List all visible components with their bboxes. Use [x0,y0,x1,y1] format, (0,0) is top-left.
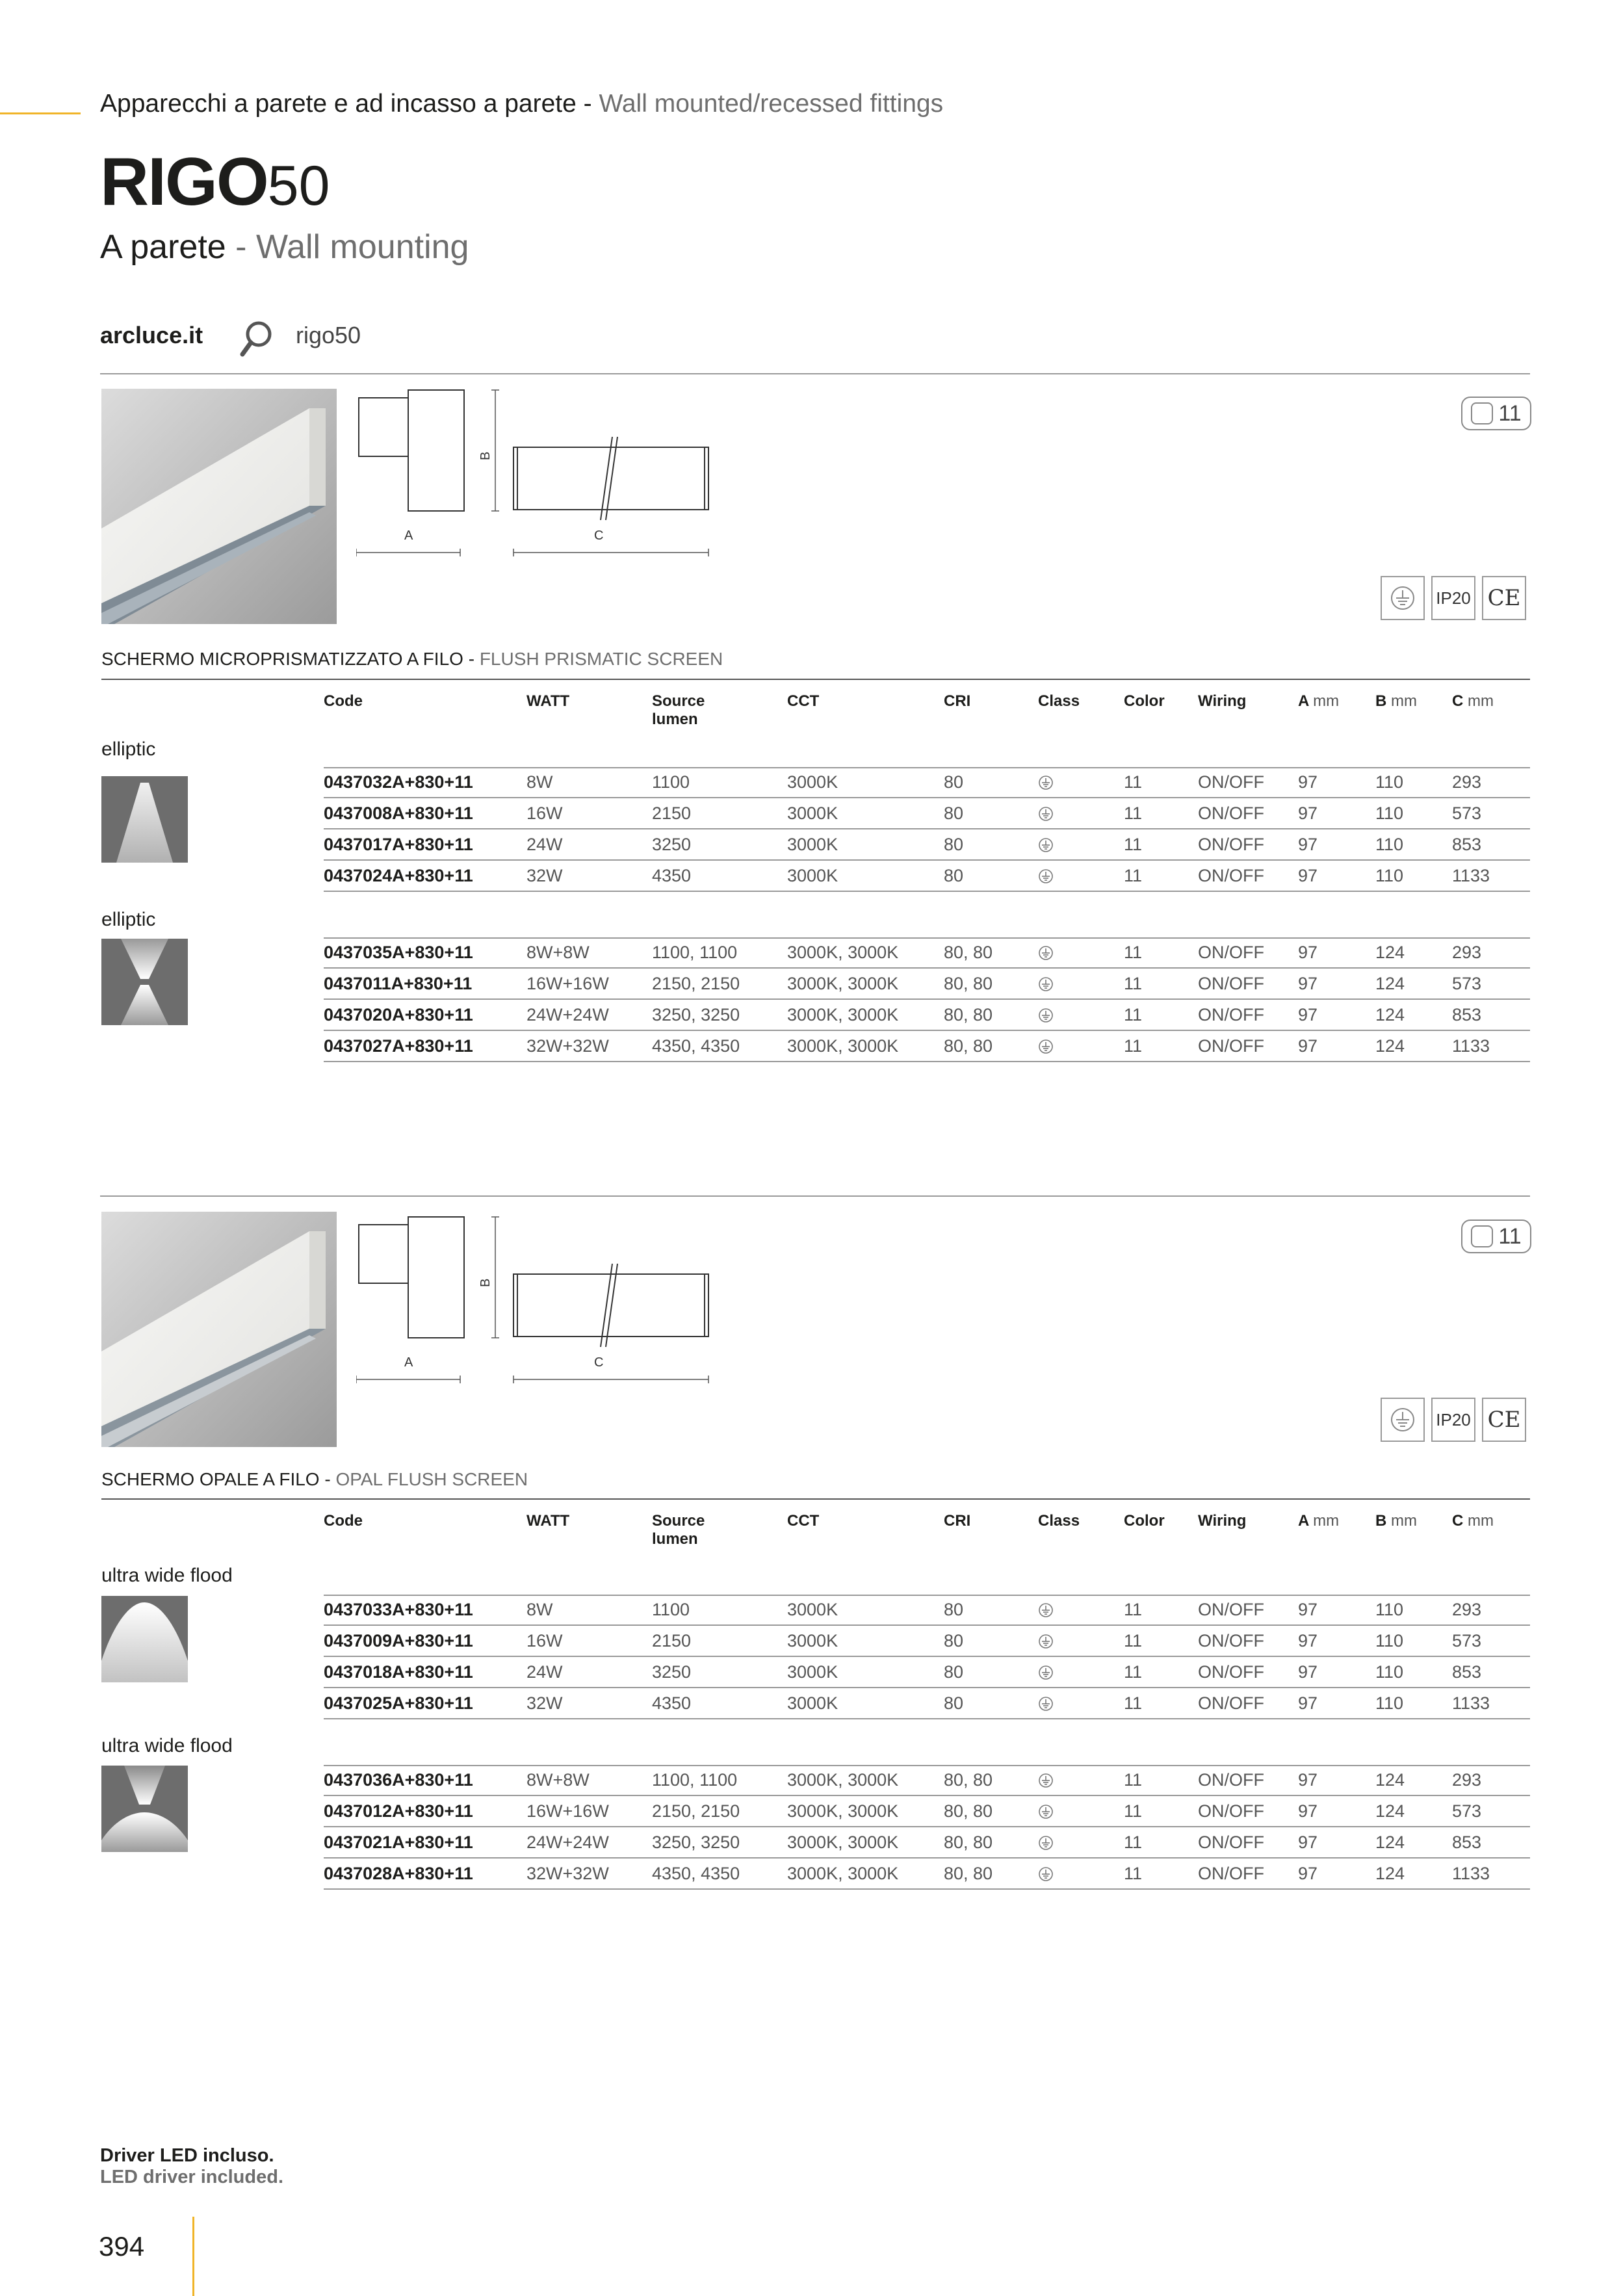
col-watt: WATT [526,692,570,710]
cell-watt: 24W [526,1662,563,1682]
title-light: 50 [267,155,330,217]
cell-cct: 3000K, 3000K [787,974,899,993]
cell-cct: 3000K [787,1631,838,1650]
cell-watt: 32W+32W [526,1036,609,1056]
earth-class-icon [1038,1804,1054,1823]
cell-a: 97 [1298,835,1318,854]
cell-a: 97 [1298,1693,1318,1713]
cell-cri: 80, 80 [944,1833,993,1852]
col-code: Code [324,1512,363,1530]
cell-cri: 80 [944,1600,964,1619]
cell-wiring: ON/OFF [1198,1005,1264,1024]
cell-color: 11 [1124,1833,1143,1852]
cell-lumen: 1100, 1100 [652,943,738,962]
dim-label-a: A [404,528,413,543]
product-photo [101,1212,337,1447]
cell-a: 97 [1298,1833,1318,1852]
earth-class-icon [1038,1665,1054,1684]
ce-label: CE [1487,585,1521,611]
earth-class-icon [1038,868,1054,887]
cell-lumen: 2150 [652,1631,692,1650]
cell-code: 0437035A+830+11 [324,943,473,962]
cell-code: 0437018A+830+11 [324,1662,473,1682]
col-a-label: A [1298,1512,1309,1530]
cell-cri: 80, 80 [944,1770,993,1790]
cell-wiring: ON/OFF [1198,1864,1264,1883]
dimension-drawing [356,1216,720,1391]
cell-lumen: 1100, 1100 [652,1770,738,1790]
cell-c: 853 [1452,1005,1482,1024]
cell-c: 1133 [1452,1693,1490,1713]
section-1-rule [101,679,1530,680]
cell-c: 1133 [1452,1864,1490,1883]
cell-wiring: ON/OFF [1198,1693,1264,1713]
col-wiring: Wiring [1198,1512,1247,1530]
cell-cct: 3000K [787,1600,838,1619]
earth-class-icon [1381,576,1425,620]
earth-class-icon [1038,806,1054,825]
cell-color: 11 [1124,974,1143,993]
cell-a: 97 [1298,866,1318,885]
driver-note-it: Driver LED incluso. [100,2145,274,2166]
col-cri: CRI [944,1512,971,1530]
cell-code: 0437021A+830+11 [324,1833,473,1852]
cell-cri: 80 [944,1631,964,1650]
col-wiring: Wiring [1198,692,1247,710]
cell-wiring: ON/OFF [1198,1833,1264,1852]
cell-cct: 3000K, 3000K [787,1770,899,1790]
cell-cct: 3000K, 3000K [787,1801,899,1821]
ce-mark-icon [1482,576,1526,620]
driver-note-en: LED driver included. [100,2167,283,2188]
ce-label: CE [1487,1407,1521,1433]
col-cct: CCT [787,1512,820,1530]
cell-lumen: 2150, 2150 [652,1801,740,1821]
cell-watt: 32W [526,1693,563,1713]
dim-label-b: B [478,451,493,460]
col-c-label: C [1452,692,1464,710]
row-divider [324,1888,1530,1890]
earth-class-icon [1381,1398,1425,1442]
light-distribution-thumb [101,939,188,1025]
cell-code: 0437025A+830+11 [324,1693,473,1713]
cell-code: 0437009A+830+11 [324,1631,473,1650]
cell-lumen: 1100 [652,772,690,792]
cell-b: 124 [1375,1801,1405,1821]
row-divider [324,1718,1530,1719]
cell-b: 110 [1375,1600,1404,1619]
cell-cct: 3000K, 3000K [787,943,899,962]
cell-color: 11 [1124,1036,1143,1056]
cell-b: 124 [1375,943,1405,962]
cell-b: 110 [1375,1631,1404,1650]
cell-watt: 16W [526,1631,563,1650]
dim-label-b: B [478,1278,493,1287]
col-source [652,1512,705,1548]
cell-color: 11 [1124,1005,1143,1024]
col-source-1: Source [652,692,705,710]
section-1-title-en: FLUSH PRISMATIC SCREEN [479,649,723,669]
row-divider [324,1061,1530,1062]
cell-b: 124 [1375,1864,1405,1883]
cell-color: 11 [1124,866,1143,885]
cell-lumen: 4350, 4350 [652,1864,740,1883]
col-cri: CRI [944,692,971,710]
color-badge-label: 11 [1498,1223,1522,1249]
col-source [652,692,705,728]
cell-a: 97 [1298,1600,1318,1619]
col-source-2: lumen [652,1530,698,1548]
cell-c: 853 [1452,1662,1482,1682]
header-divider [100,373,1530,374]
color-swatch-icon [1471,402,1493,424]
dim-label-c: C [594,528,604,543]
earth-class-icon [1038,837,1054,856]
section-1-title [101,649,723,670]
cell-color: 11 [1124,835,1143,854]
cell-cct: 3000K, 3000K [787,1833,899,1852]
subtitle-it: A parete [100,228,226,266]
cell-cri: 80 [944,1693,964,1713]
earth-class-icon [1038,1602,1054,1621]
cell-color: 11 [1124,1600,1143,1619]
group-label: ultra wide flood [101,1565,233,1586]
cell-lumen: 3250, 3250 [652,1005,740,1024]
magnifier-icon[interactable] [239,320,273,358]
cell-cri: 80 [944,803,964,823]
cell-b: 110 [1375,866,1404,885]
dim-label-a: A [404,1355,413,1370]
cell-cct: 3000K, 3000K [787,1005,899,1024]
color-badge [1461,1220,1531,1253]
cell-cri: 80, 80 [944,943,993,962]
cell-c: 293 [1452,772,1482,792]
group-label: elliptic [101,909,156,930]
cell-watt: 24W [526,835,563,854]
table-row [324,1626,1530,1657]
cell-cct: 3000K [787,803,838,823]
cell-watt: 24W+24W [526,1005,609,1024]
cell-b: 124 [1375,1833,1405,1852]
cell-code: 0437008A+830+11 [324,803,473,823]
section-2-title [101,1469,528,1490]
earth-class-icon [1038,1039,1054,1058]
cell-code: 0437012A+830+11 [324,1801,473,1821]
cell-wiring: ON/OFF [1198,943,1264,962]
site-link[interactable]: arcluce.it [100,322,203,348]
earth-class-icon [1038,775,1054,794]
table-row [324,1859,1530,1890]
col-class: Class [1038,1512,1080,1530]
cell-c: 293 [1452,943,1482,962]
cell-lumen: 4350, 4350 [652,1036,740,1056]
cell-a: 97 [1298,1036,1318,1056]
cell-color: 11 [1124,772,1143,792]
cell-watt: 8W [526,1600,553,1619]
col-color: Color [1124,692,1165,710]
table-row [324,1796,1530,1827]
cell-b: 124 [1375,1005,1405,1024]
cell-c: 293 [1452,1600,1482,1619]
cell-color: 11 [1124,1631,1143,1650]
table-row [324,1657,1530,1688]
col-source-1: Source [652,1512,705,1530]
cell-cri: 80, 80 [944,974,993,993]
earth-class-icon [1038,1696,1054,1715]
color-badge-label: 11 [1498,400,1522,426]
cell-a: 97 [1298,974,1318,993]
cell-c: 1133 [1452,866,1490,885]
cell-color: 11 [1124,803,1143,823]
table-row [324,829,1530,861]
earth-class-icon [1038,1008,1054,1026]
col-c [1452,1512,1494,1530]
col-b [1375,1512,1417,1530]
cell-code: 0437011A+830+11 [324,974,473,993]
cell-b: 124 [1375,1036,1405,1056]
col-c-label: C [1452,1512,1464,1530]
title-bold: RIGO [100,144,268,220]
col-a-unit: mm [1313,1512,1340,1530]
col-c-unit: mm [1468,1512,1494,1530]
cell-cri: 80, 80 [944,1801,993,1821]
category-it: Apparecchi a parete e ad incasso a parete - [100,90,599,118]
cell-c: 293 [1452,1770,1482,1790]
col-a [1298,1512,1339,1530]
col-b-unit: mm [1391,692,1417,710]
ip-rating-badge: IP20 [1431,576,1475,620]
category-heading [100,90,943,118]
col-c [1452,692,1494,711]
cell-cct: 3000K [787,772,838,792]
cell-color: 11 [1124,1770,1143,1790]
earth-class-icon [1038,976,1054,995]
light-distribution-thumb [101,776,188,863]
earth-class-icon [1038,1866,1054,1885]
col-a-unit: mm [1313,692,1340,710]
page-title [100,144,330,220]
dim-label-c: C [594,1355,604,1370]
page-number: 394 [99,2231,145,2262]
cell-a: 97 [1298,1770,1318,1790]
cell-wiring: ON/OFF [1198,1631,1264,1650]
cell-watt: 8W+8W [526,1770,590,1790]
table-row [324,1765,1530,1796]
cell-wiring: ON/OFF [1198,1801,1264,1821]
cell-code: 0437024A+830+11 [324,866,473,885]
cell-watt: 8W [526,772,553,792]
cell-b: 110 [1375,1662,1404,1682]
cell-a: 97 [1298,803,1318,823]
cell-wiring: ON/OFF [1198,835,1264,854]
cell-b: 124 [1375,974,1405,993]
cell-watt: 8W+8W [526,943,590,962]
cell-wiring: ON/OFF [1198,1770,1264,1790]
ip-rating-badge: IP20 [1431,1398,1475,1442]
cell-code: 0437033A+830+11 [324,1600,473,1619]
col-c-unit: mm [1468,692,1494,710]
color-swatch-icon [1471,1225,1493,1247]
row-divider [324,891,1530,892]
cell-a: 97 [1298,772,1318,792]
subtitle-sep: - [226,228,256,266]
cell-c: 573 [1452,803,1482,823]
section-2-title-en: OPAL FLUSH SCREEN [335,1469,528,1489]
cell-a: 97 [1298,1005,1318,1024]
col-b-label: B [1375,1512,1387,1530]
table-row [324,969,1530,1000]
earth-class-icon [1038,1773,1054,1792]
table-row [324,861,1530,892]
earth-class-icon [1038,945,1054,964]
col-cct: CCT [787,692,820,710]
cell-b: 110 [1375,1693,1404,1713]
cell-cri: 80, 80 [944,1864,993,1883]
col-b-label: B [1375,692,1387,710]
cell-cri: 80 [944,772,964,792]
cell-c: 1133 [1452,1036,1490,1056]
cell-cri: 80 [944,866,964,885]
subtitle-en: Wall mounting [255,228,469,266]
search-term: rigo50 [296,322,361,348]
cell-b: 110 [1375,835,1404,854]
cell-a: 97 [1298,1864,1318,1883]
cell-b: 124 [1375,1770,1405,1790]
cell-code: 0437028A+830+11 [324,1864,473,1883]
earth-class-icon [1038,1835,1054,1854]
cell-cri: 80, 80 [944,1005,993,1024]
cell-lumen: 4350 [652,1693,692,1713]
cell-color: 11 [1124,1662,1143,1682]
table-row [324,1595,1530,1626]
col-b [1375,692,1417,711]
col-class: Class [1038,692,1080,710]
cell-watt: 16W+16W [526,974,609,993]
ce-mark-icon [1482,1398,1526,1442]
table-row [324,1031,1530,1062]
cell-cri: 80 [944,835,964,854]
product-photo [101,389,337,624]
cell-c: 573 [1452,974,1482,993]
cell-code: 0437032A+830+11 [324,772,473,792]
group-label: ultra wide flood [101,1735,233,1756]
col-code: Code [324,692,363,710]
cell-a: 97 [1298,1801,1318,1821]
dimension-drawing [356,389,720,564]
cell-wiring: ON/OFF [1198,772,1264,792]
cell-lumen: 1100 [652,1600,690,1619]
cell-wiring: ON/OFF [1198,1662,1264,1682]
accent-line-top [0,112,81,114]
table-row [324,937,1530,969]
cell-b: 110 [1375,803,1404,823]
col-color: Color [1124,1512,1165,1530]
cell-watt: 32W+32W [526,1864,609,1883]
cell-cri: 80 [944,1662,964,1682]
light-distribution-thumb [101,1596,188,1682]
category-en: Wall mounted/recessed fittings [599,90,944,118]
color-badge [1461,397,1531,430]
cell-watt: 16W [526,803,563,823]
table-row [324,767,1530,798]
cell-watt: 32W [526,866,563,885]
cell-cct: 3000K [787,866,838,885]
section-1-title-it: SCHERMO MICROPRISMATIZZATO A FILO - [101,649,480,669]
col-watt: WATT [526,1512,570,1530]
cell-wiring: ON/OFF [1198,803,1264,823]
cell-color: 11 [1124,1864,1143,1883]
cell-lumen: 2150, 2150 [652,974,740,993]
col-a-label: A [1298,692,1309,710]
page-subtitle [100,228,469,267]
cell-code: 0437017A+830+11 [324,835,473,854]
section-2-title-it: SCHERMO OPALE A FILO - [101,1469,336,1489]
cell-lumen: 3250 [652,835,692,854]
cell-a: 97 [1298,943,1318,962]
section-divider [100,1195,1530,1197]
cell-color: 11 [1124,1801,1143,1821]
cell-lumen: 4350 [652,866,692,885]
col-a [1298,692,1339,711]
cell-wiring: ON/OFF [1198,1036,1264,1056]
cell-watt: 24W+24W [526,1833,609,1852]
cell-cct: 3000K, 3000K [787,1036,899,1056]
table-row [324,1688,1530,1719]
cell-cct: 3000K [787,1693,838,1713]
cell-code: 0437036A+830+11 [324,1770,473,1790]
cell-c: 573 [1452,1631,1482,1650]
cell-code: 0437027A+830+11 [324,1036,473,1056]
cell-wiring: ON/OFF [1198,866,1264,885]
cell-cct: 3000K [787,835,838,854]
cell-cct: 3000K [787,1662,838,1682]
cell-lumen: 3250, 3250 [652,1833,740,1852]
cell-c: 853 [1452,835,1482,854]
cell-watt: 16W+16W [526,1801,609,1821]
cell-a: 97 [1298,1662,1318,1682]
group-label: elliptic [101,738,156,760]
cell-color: 11 [1124,1693,1143,1713]
col-source-2: lumen [652,710,698,728]
cell-lumen: 3250 [652,1662,692,1682]
earth-class-icon [1038,1634,1054,1652]
cell-cct: 3000K, 3000K [787,1864,899,1883]
cell-color: 11 [1124,943,1143,962]
table-row [324,798,1530,829]
cell-wiring: ON/OFF [1198,974,1264,993]
cell-c: 573 [1452,1801,1482,1821]
cell-wiring: ON/OFF [1198,1600,1264,1619]
section-2-rule [101,1498,1530,1500]
accent-line-bottom [192,2217,194,2296]
cell-code: 0437020A+830+11 [324,1005,473,1024]
cell-cri: 80, 80 [944,1036,993,1056]
table-row [324,1827,1530,1859]
cell-c: 853 [1452,1833,1482,1852]
cell-b: 110 [1375,772,1404,792]
table-row [324,1000,1530,1031]
cell-a: 97 [1298,1631,1318,1650]
driver-note [100,2145,283,2189]
cell-lumen: 2150 [652,803,692,823]
col-b-unit: mm [1391,1512,1417,1530]
light-distribution-thumb [101,1766,188,1852]
